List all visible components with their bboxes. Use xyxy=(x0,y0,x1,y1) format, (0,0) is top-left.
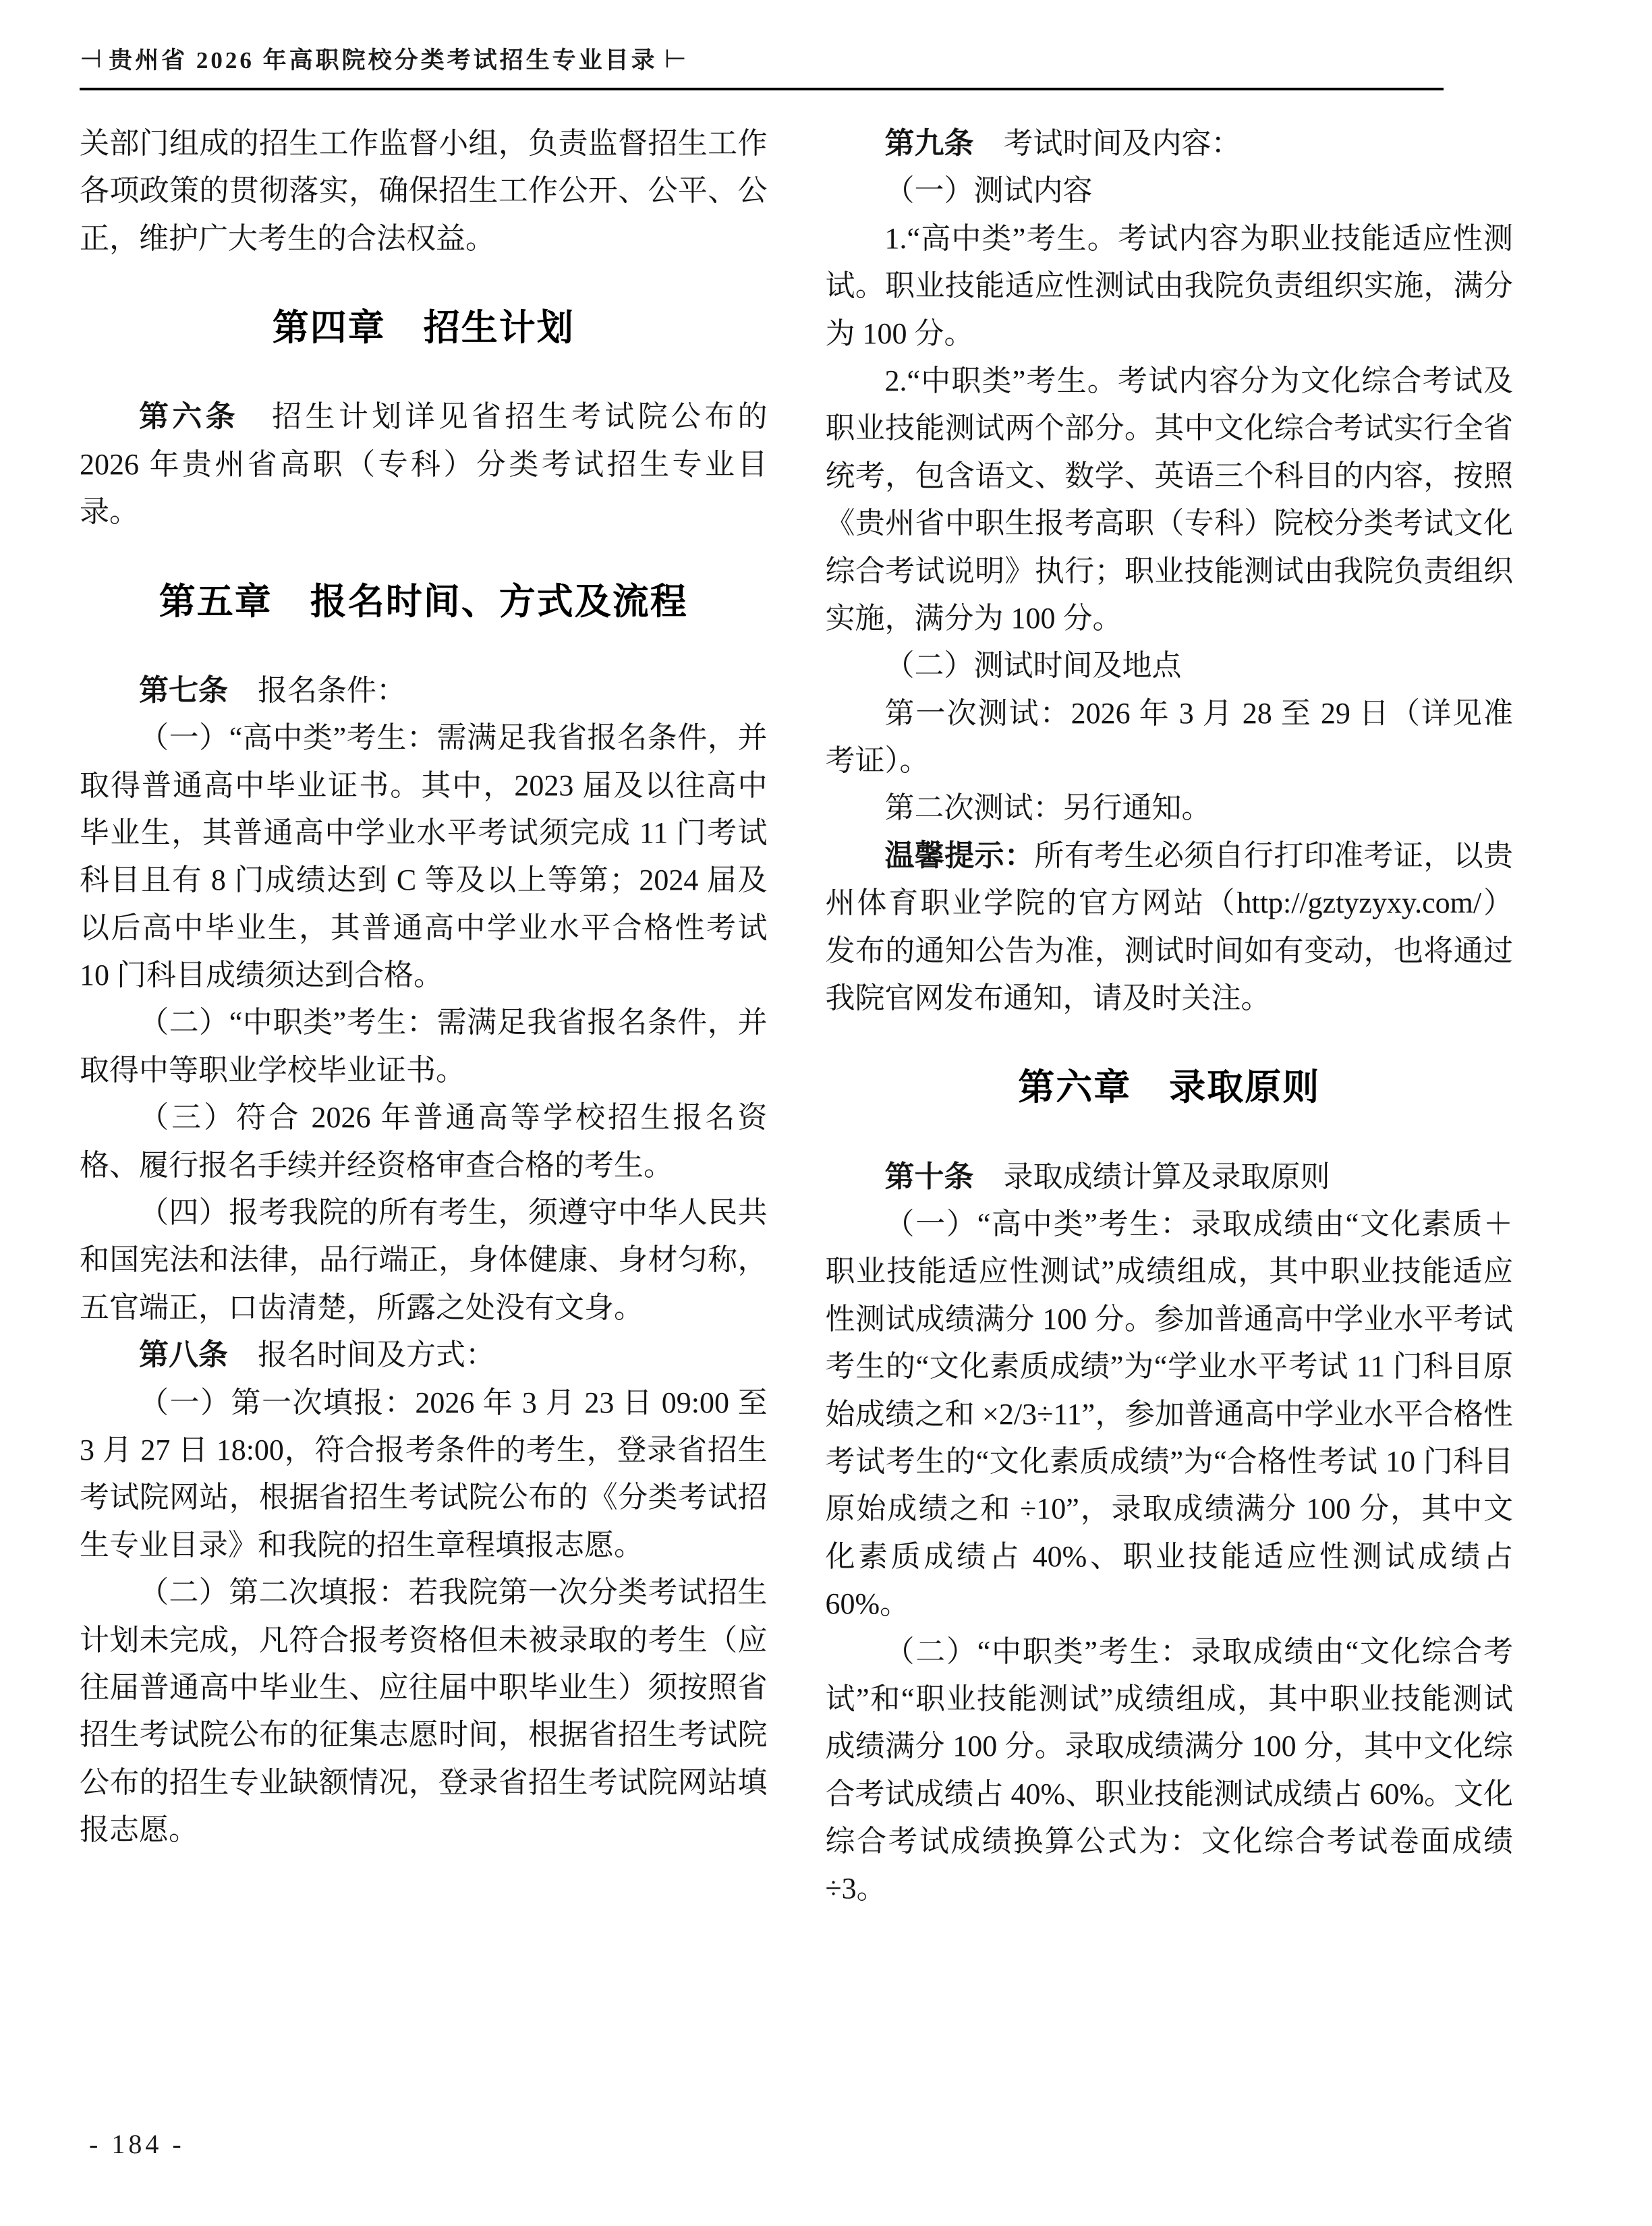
paragraph xyxy=(80,1094,768,1189)
paragraph-text: 录取成绩计算及录取原则 xyxy=(973,1160,1330,1193)
paragraph xyxy=(80,120,768,262)
left-column xyxy=(80,120,768,1913)
chapter-heading: 第六章 录取原则 xyxy=(1018,1067,1321,1108)
paragraph xyxy=(826,167,1514,215)
paragraph xyxy=(80,393,768,536)
clause-label: 第七条 xyxy=(139,673,228,707)
paragraph xyxy=(826,215,1514,358)
two-column-body xyxy=(80,120,1513,1913)
paragraph-text: 关部门组成的招生工作监督小组，负责监督招生工作各项政策的贯彻落实，确保招生工作公开、公平、公正，维护广大考生的合法权益。 xyxy=(80,127,768,255)
paragraph-text: （一）测试内容 xyxy=(884,174,1093,208)
paragraph-text: （一）“高中类”考生：录取成绩由“文化素质＋职业技能适应性测试”成绩组成，其中职业技能适应性测试成绩满分 100 分。参加普通高中学业水平考试考生的“文化素质成绩”为“学业水平考试 11 门科目原始成绩之和 ×2/3÷11”，参加普通高中学业水平合格性考试考生的“文化素质成绩”为“合格性考试 10 门科目原始成绩之和 ÷10”，录取成绩满分 100 分，其中文化素质成绩占 40%、职业技能适应性测试成绩占 60%。 xyxy=(825,1207,1513,1621)
paragraph-text: 招生计划详见省招生考试院公布的 2026 年贵州省高职（专科）分类考试招生专业目录。 xyxy=(80,400,768,529)
paragraph xyxy=(826,690,1514,785)
paragraph xyxy=(826,784,1514,832)
paragraph xyxy=(80,1189,768,1332)
clause-label: 第六条 xyxy=(139,400,239,434)
paragraph xyxy=(80,999,768,1094)
paragraph xyxy=(80,1379,768,1570)
paragraph-text: （一）第一次填报：2026 年 3 月 23 日 09:00 至 3 月 27 日 18:00，符合报考条件的考生，登录省招生考试院网站，根据省招生考试院公布的《分类考试招生专业目录》和我院的招生章程填报志愿。 xyxy=(80,1386,768,1562)
header-title: 贵州省 2026 年高职院校分类考试招生专业目录 xyxy=(109,47,658,74)
paragraph-text: 报名条件： xyxy=(228,673,406,707)
clause-label: 第十条 xyxy=(884,1160,974,1193)
paragraph-text: （一）“高中类”考生：需满足我省报名条件，并取得普通高中毕业证书。其中，2023 届及以往高中毕业生，其普通高中学业水平考试须完成 11 门考试科目且有 8 门成绩达到 C 等及以上等第；2024 届及以后高中毕业生，其普通高中学业水平合格性考试 10 门科目成绩须达到合格。 xyxy=(80,721,768,992)
clause-label: 第八条 xyxy=(139,1338,228,1372)
paragraph xyxy=(80,667,768,714)
paragraph xyxy=(80,1569,768,1854)
paragraph-text: 考试时间及内容： xyxy=(973,127,1241,160)
chapter-heading: 第五章 报名时间、方式及流程 xyxy=(159,581,688,622)
paragraph-text: 所有考生必须自行打印准考证，以贵州体育职业学院的官方网站（http://gztyzyxy.com/）发布的通知公告为准，测试时间如有变动，也将通过我院官网发布通知，请及时关注。 xyxy=(825,838,1513,1015)
paragraph-text: （二）“中职类”考生：需满足我省报名条件，并取得中等职业学校毕业证书。 xyxy=(80,1006,768,1087)
running-head xyxy=(80,42,1513,76)
right-column xyxy=(826,120,1514,1913)
paragraph xyxy=(826,1628,1514,1913)
paragraph-text: 1.“高中类”考生。考试内容为职业技能适应性测试。职业技能适应性测试由我院负责组织实施，满分为 100 分。 xyxy=(825,221,1513,350)
paragraph xyxy=(826,358,1514,642)
paragraph-text: 第二次测试：另行通知。 xyxy=(884,791,1212,825)
clause-label: 第九条 xyxy=(884,127,974,160)
paragraph-text: （二）“中职类”考生：录取成绩由“文化综合考试”和“职业技能测试”成绩组成，其中职业技能测试成绩满分 100 分。录取成绩满分 100 分，其中文化综合考试成绩占 40%、职业技能测试成绩占 60%。文化综合考试成绩换算公式为：文化综合考试卷面成绩÷3。 xyxy=(825,1634,1513,1906)
paragraph-text: （二）测试时间及地点 xyxy=(884,649,1182,683)
header-left-tick-icon: ⊣ xyxy=(80,44,103,74)
clause-label: 温馨提示： xyxy=(884,838,1035,872)
paragraph xyxy=(80,1332,768,1379)
paragraph-text: 报名时间及方式： xyxy=(228,1338,495,1372)
header-rule xyxy=(80,88,1444,90)
paragraph xyxy=(826,120,1514,167)
paragraph xyxy=(826,1153,1514,1201)
paragraph-text: 第一次测试：2026 年 3 月 28 至 29 日（详见准考证）。 xyxy=(825,696,1513,778)
page-footer xyxy=(89,2128,185,2160)
paragraph-text: 2.“中职类”考生。考试内容分为文化综合考试及职业技能测试两个部分。其中文化综合考试实行全省统考，包含语文、数学、英语三个科目的内容，按照《贵州省中职生报考高职（专科）院校分类考试文化综合考试说明》执行；职业技能测试由我院负责组织实施，满分为 100 分。 xyxy=(825,364,1513,635)
header-right-tick-icon: ⊢ xyxy=(664,44,687,74)
chapter-heading: 第四章 招生计划 xyxy=(272,308,575,349)
paragraph xyxy=(826,642,1514,689)
paragraph xyxy=(826,832,1514,1023)
paragraph xyxy=(826,1201,1514,1628)
paragraph-text: （二）第二次填报：若我院第一次分类考试招生计划未完成，凡符合报考资格但未被录取的考生（应往届普通高中毕业生、应往届中职毕业生）须按照省招生考试院公布的征集志愿时间，根据省招生考试院公布的招生专业缺额情况，登录省招生考试院网站填报志愿。 xyxy=(80,1576,768,1847)
paragraph xyxy=(80,714,768,999)
paragraph-text: （三）符合 2026 年普通高等学校招生报名资格、履行报名手续并经资格审查合格的考生。 xyxy=(80,1101,768,1182)
paragraph-text: （四）报考我院的所有考生，须遵守中华人民共和国宪法和法律，品行端正，身体健康、身材匀称，五官端正，口齿清楚，所露之处没有文身。 xyxy=(80,1196,768,1324)
page-number: - 184 - xyxy=(89,2129,185,2159)
page-header xyxy=(80,42,1513,90)
